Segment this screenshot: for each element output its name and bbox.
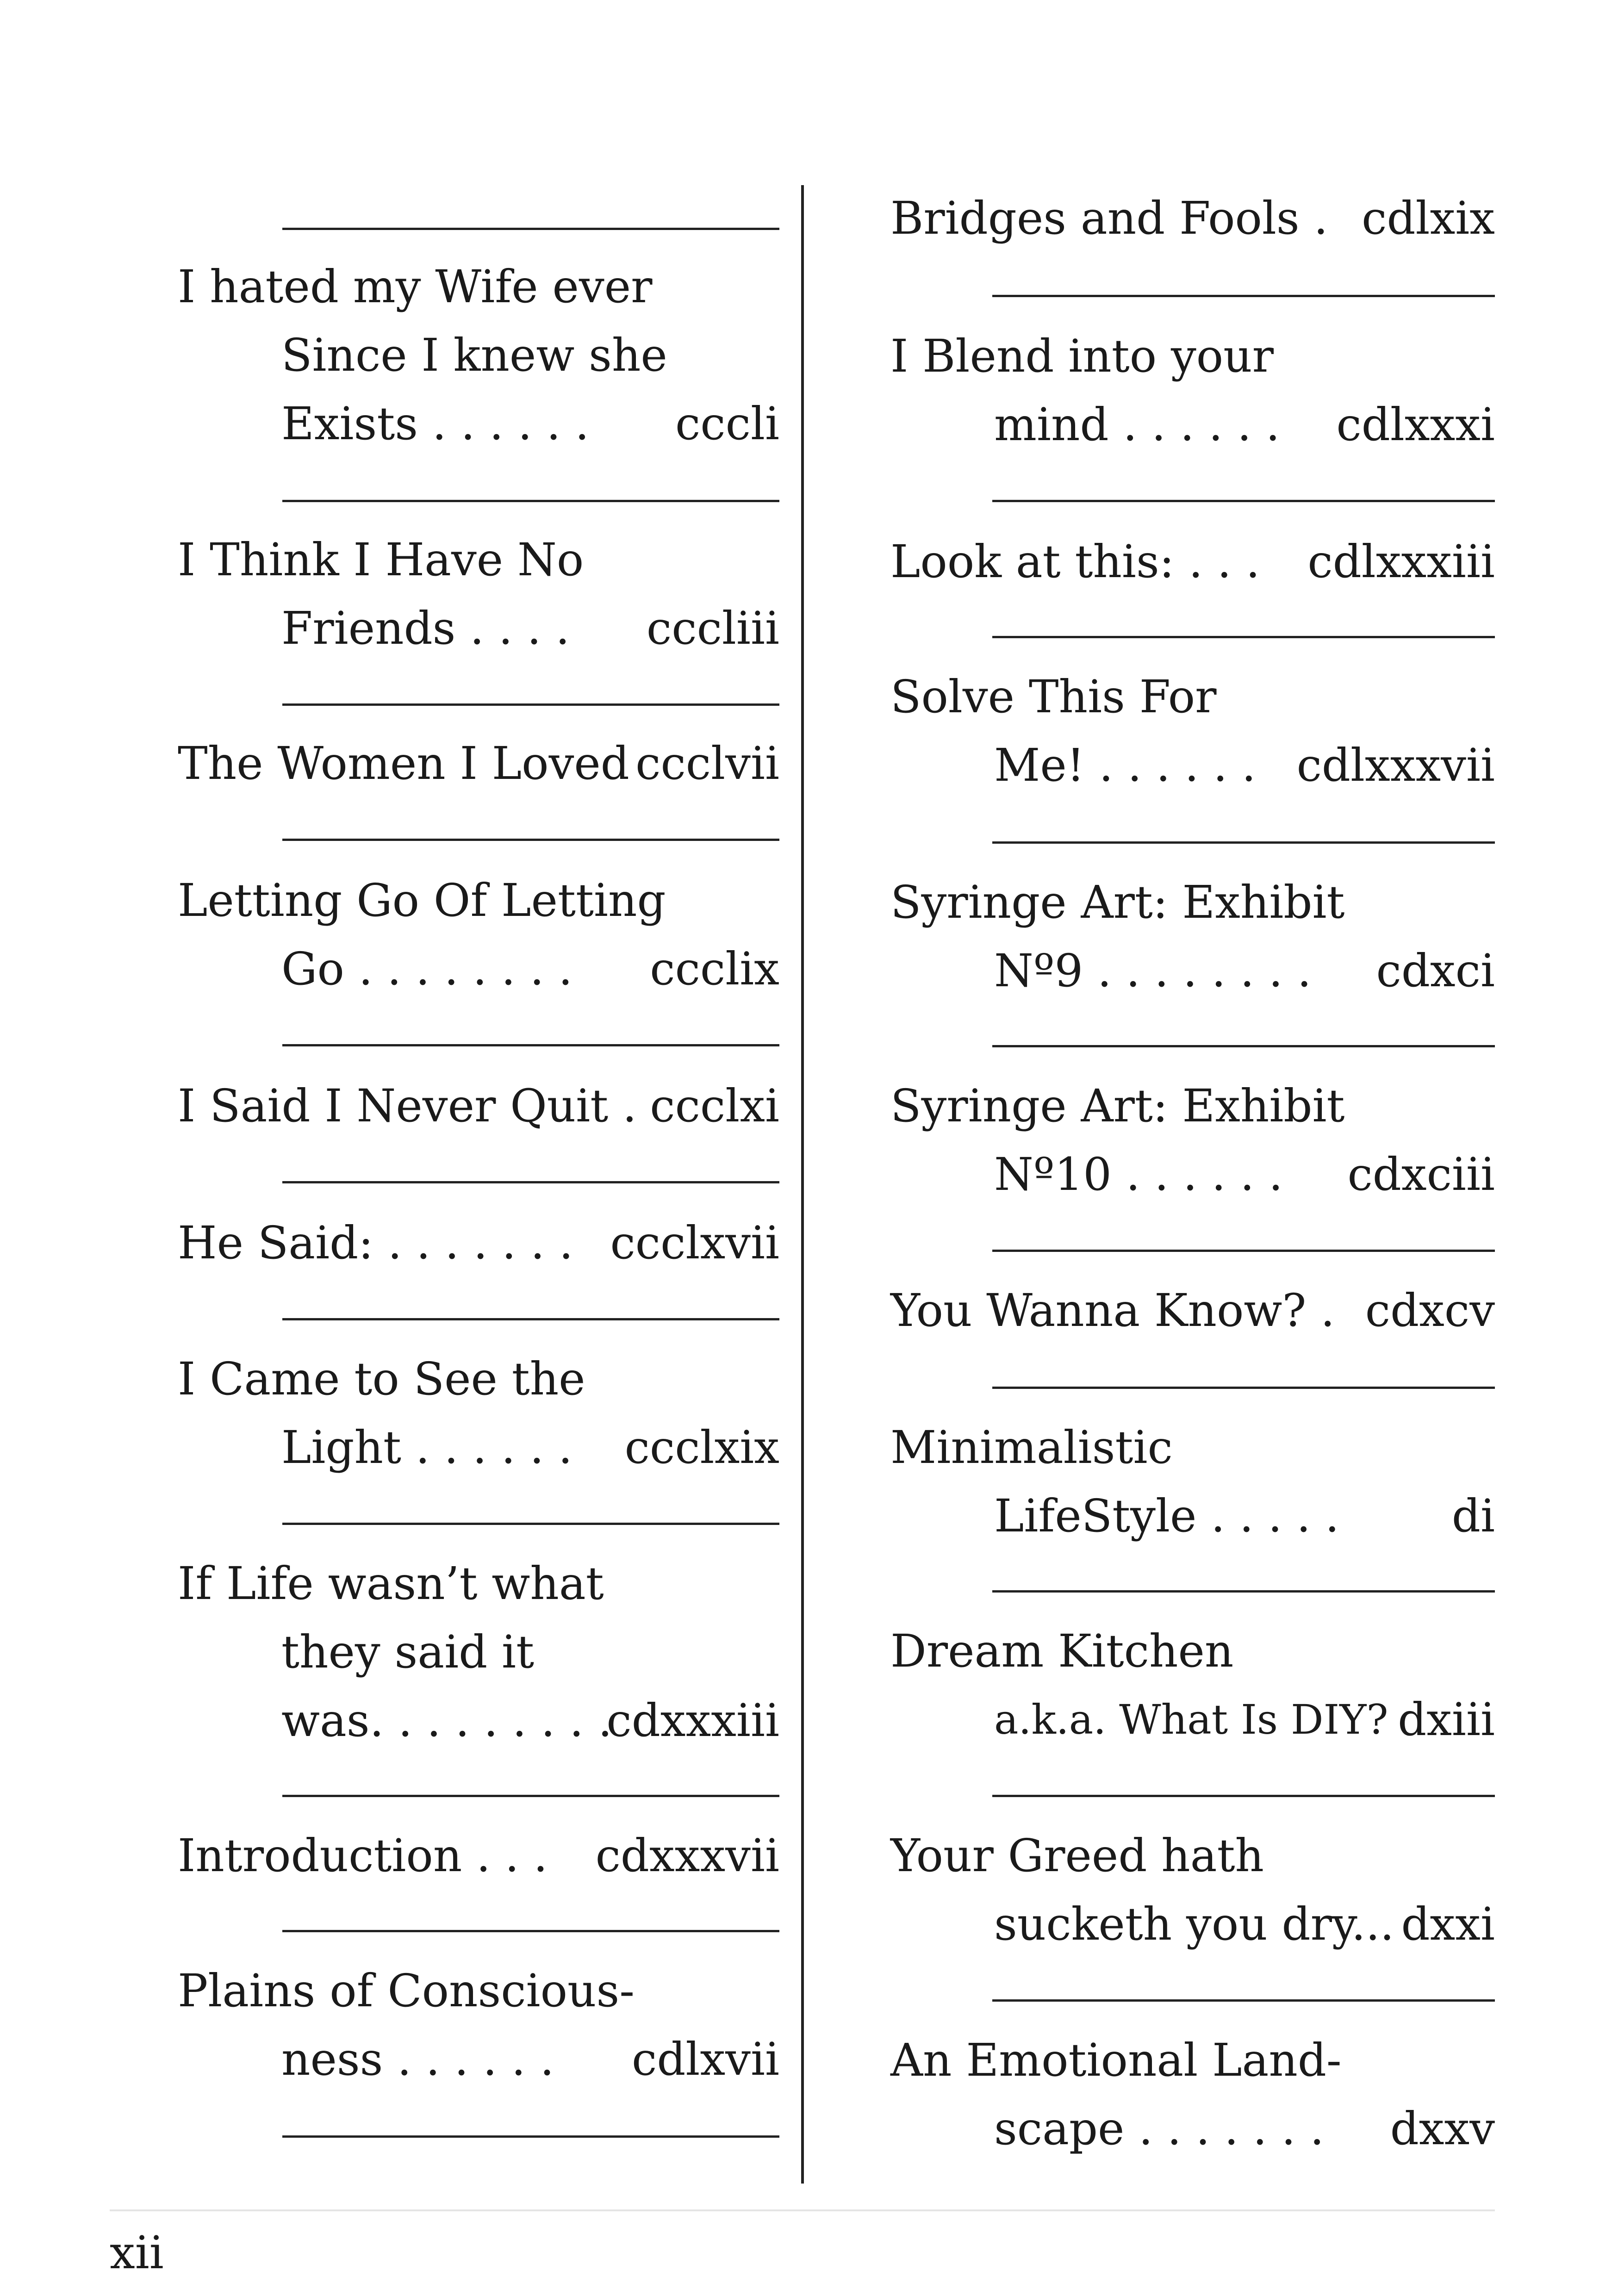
entry-separator-rule bbox=[992, 1999, 1495, 2002]
entry-page-number: cccliii bbox=[646, 602, 779, 654]
entry-title-continuation: ness . . . . . . bbox=[281, 2033, 554, 2085]
entry-title-continuation: Me! . . . . . . bbox=[994, 739, 1256, 791]
entry-separator-rule bbox=[282, 228, 779, 230]
entry-page-number: ccclxix bbox=[624, 1421, 779, 1474]
entry-separator-rule bbox=[282, 1523, 779, 1525]
entry-separator-rule bbox=[282, 839, 779, 841]
entry-separator-rule bbox=[992, 636, 1495, 638]
entry-title-continuation: Since I knew she bbox=[281, 329, 667, 381]
entry-page-number: dxiii bbox=[1398, 1693, 1495, 1746]
entry-separator-rule bbox=[992, 841, 1495, 844]
entry-separator-rule bbox=[282, 1181, 779, 1183]
entry-page-number: cdxxxvii bbox=[595, 1829, 779, 1882]
entry-page-number: cdxci bbox=[1376, 945, 1495, 997]
entry-title: I Came to See the bbox=[178, 1353, 585, 1405]
entry-title: Syringe Art: Exhibit bbox=[890, 876, 1345, 928]
entry-title: Bridges and Fools . bbox=[890, 192, 1328, 244]
entry-page-number: cdlxxxi bbox=[1336, 398, 1495, 451]
entry-separator-rule bbox=[992, 295, 1495, 297]
entry-page-number: cdxciii bbox=[1347, 1148, 1495, 1201]
entry-title: An Emotional Land- bbox=[890, 2034, 1342, 2086]
footer-rule bbox=[110, 2209, 1495, 2211]
entry-page-number: ccclix bbox=[650, 943, 779, 995]
entry-page-number: cccli bbox=[675, 398, 779, 450]
entry-separator-rule bbox=[282, 1318, 779, 1320]
entry-separator-rule bbox=[992, 1045, 1495, 1047]
entry-page-number: ccclxvii bbox=[610, 1217, 779, 1269]
entry-title: Plains of Conscious- bbox=[178, 1965, 635, 2017]
page-folio: xii bbox=[110, 2227, 164, 2279]
entry-page-number: di bbox=[1451, 1490, 1495, 1542]
entry-title: I Think I Have No bbox=[178, 534, 584, 586]
entry-page-number: cdlxxxvii bbox=[1296, 739, 1495, 791]
entry-title-continuation: LifeStyle . . . . . bbox=[994, 1490, 1339, 1542]
entry-separator-rule bbox=[282, 500, 779, 502]
entry-page-number: cdlxxxiii bbox=[1307, 535, 1495, 588]
entry-page-number: cdxxxiii bbox=[606, 1694, 779, 1747]
entry-page-number: ccclxi bbox=[650, 1080, 779, 1132]
entry-title: Your Greed hath bbox=[890, 1829, 1264, 1882]
entry-separator-rule bbox=[282, 1795, 779, 1797]
entry-title-continuation: Light . . . . . . bbox=[281, 1421, 573, 1474]
entry-title-continuation: Go . . . . . . . . bbox=[281, 943, 573, 995]
entry-title-continuation: mind . . . . . . bbox=[994, 398, 1280, 451]
entry-title-continuation: Nº10 . . . . . . bbox=[994, 1148, 1283, 1201]
entry-title: Introduction . . . bbox=[178, 1829, 548, 1882]
entry-page-number: cdlxvii bbox=[632, 2033, 779, 2085]
entry-title-continuation: Nº9 . . . . . . . . bbox=[994, 945, 1312, 997]
entry-separator-rule bbox=[992, 1590, 1495, 1593]
entry-title: I Said I Never Quit . bbox=[178, 1080, 637, 1132]
entry-separator-rule bbox=[992, 1250, 1495, 1252]
entry-separator-rule bbox=[282, 1930, 779, 1932]
entry-title: He Said: . . . . . . . bbox=[178, 1217, 573, 1269]
entry-page-number: cdxcv bbox=[1365, 1284, 1495, 1337]
entry-title: Look at this: . . . bbox=[890, 535, 1260, 588]
entry-title: You Wanna Know? . bbox=[890, 1284, 1335, 1337]
entry-title: Minimalistic bbox=[890, 1421, 1173, 1474]
entry-separator-rule bbox=[992, 1387, 1495, 1389]
entry-title-continuation: scape . . . . . . . bbox=[994, 2103, 1325, 2155]
entry-title: Syringe Art: Exhibit bbox=[890, 1080, 1345, 1132]
entry-separator-rule bbox=[282, 2135, 779, 2138]
entry-title-continuation: Exists . . . . . . bbox=[281, 398, 590, 450]
entry-title-continuation: a.k.a. What Is DIY? bbox=[994, 1696, 1388, 1743]
entry-page-number: ccclvii bbox=[635, 737, 779, 790]
entry-title-continuation: they said it bbox=[281, 1626, 535, 1678]
entry-title: If Life wasn’t what bbox=[178, 1557, 604, 1610]
entry-title-continuation: sucketh you dry... bbox=[994, 1898, 1394, 1950]
entry-page-number: dxxi bbox=[1401, 1898, 1495, 1950]
entry-title: I Blend into your bbox=[890, 330, 1274, 382]
entry-separator-rule bbox=[282, 703, 779, 706]
entry-title: Letting Go Of Letting bbox=[178, 874, 666, 927]
entry-separator-rule bbox=[992, 1795, 1495, 1797]
entry-title-continuation: was. . . . . . . . . bbox=[281, 1694, 612, 1747]
entry-separator-rule bbox=[992, 500, 1495, 502]
entry-title: Solve This For bbox=[890, 671, 1217, 723]
column-divider bbox=[801, 185, 804, 2184]
entry-page-number: dxxv bbox=[1390, 2103, 1495, 2155]
entry-title: Dream Kitchen bbox=[890, 1625, 1234, 1677]
entry-title: I hated my Wife ever bbox=[178, 261, 653, 313]
entry-page-number: cdlxix bbox=[1362, 192, 1495, 244]
entry-title: The Women I Loved bbox=[178, 737, 629, 790]
entry-title-continuation: Friends . . . . bbox=[281, 602, 570, 654]
entry-separator-rule bbox=[282, 1044, 779, 1046]
